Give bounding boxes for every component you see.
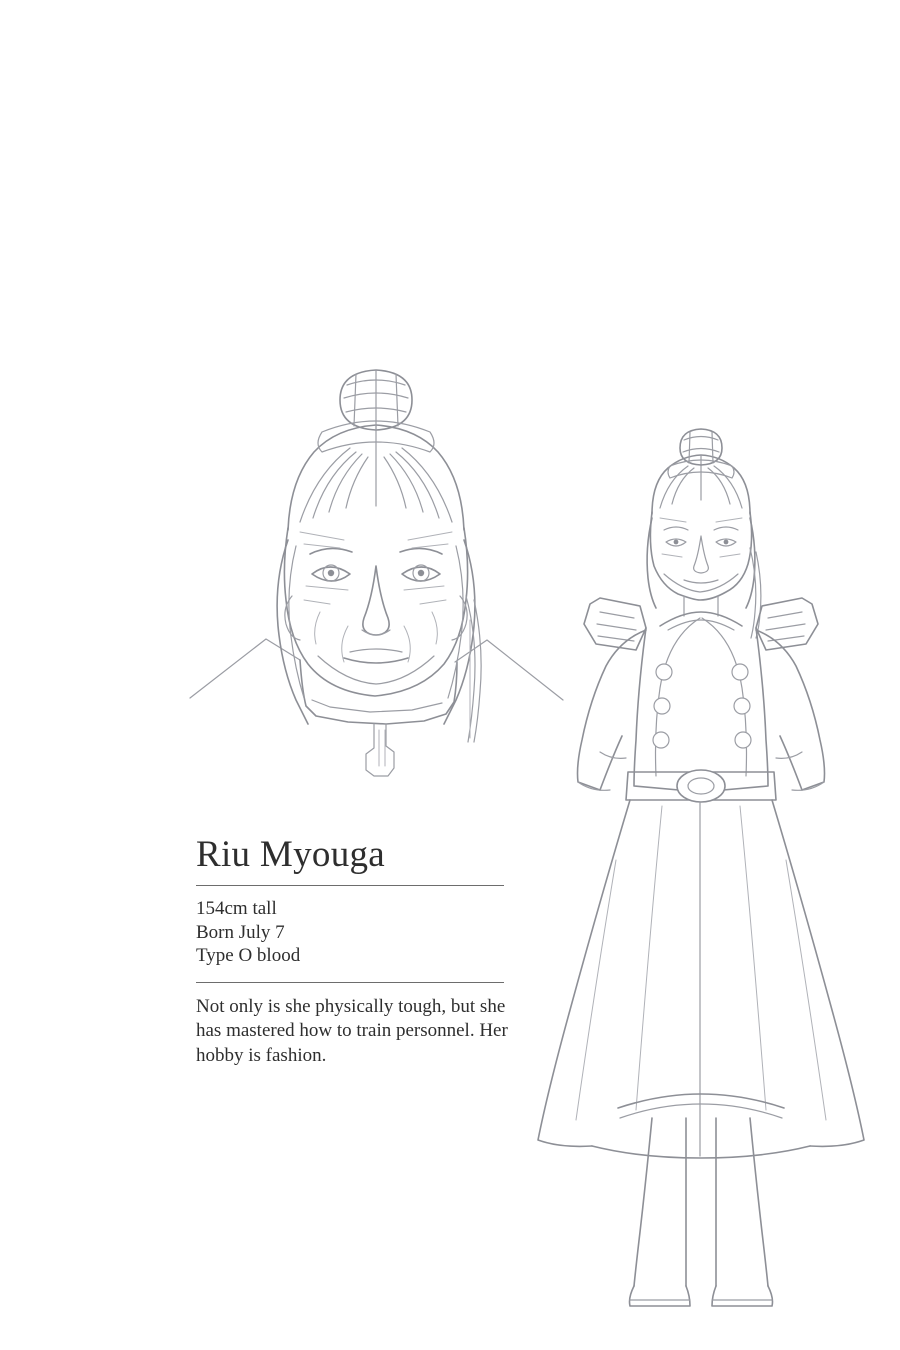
list-item: 154cm tall	[196, 897, 277, 919]
portrait-group	[190, 370, 563, 776]
list-item: Born July 7	[196, 921, 285, 943]
character-description: Not only is she physically tough, but she has mastered how to train personnel. Her hobby is fashion.	[196, 996, 508, 1066]
page-title: Riu Myouga	[196, 834, 386, 875]
divider-top	[196, 885, 504, 886]
character-profile-block	[196, 836, 526, 1068]
divider-bottom	[196, 982, 504, 983]
list-item: Type O blood	[196, 945, 301, 967]
stats-list	[196, 897, 526, 968]
full-body-group	[538, 429, 864, 1306]
